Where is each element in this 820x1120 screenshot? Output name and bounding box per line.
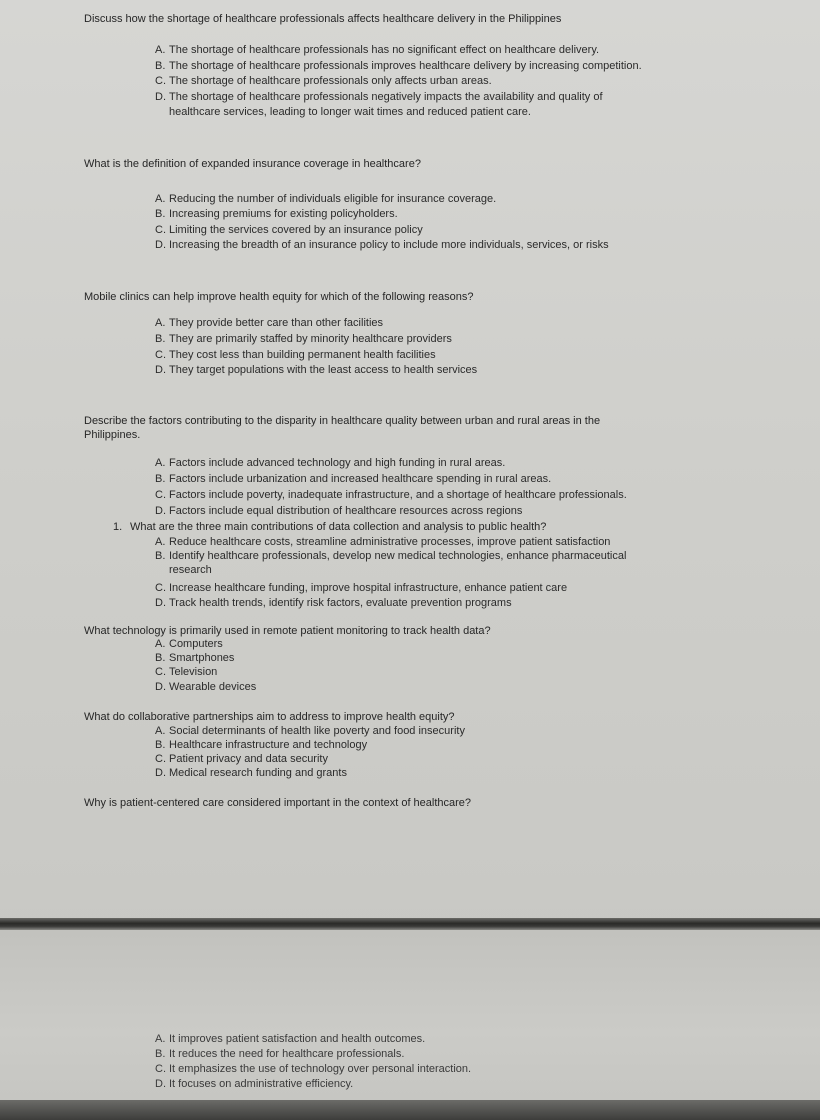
option-text: The shortage of healthcare professionals only affects urban areas.: [169, 75, 492, 87]
option-letter: A.: [155, 193, 166, 205]
option-text: It emphasizes the use of technology over personal interaction.: [169, 1063, 472, 1075]
option-letter: B.: [155, 333, 166, 345]
question-2-option-b[interactable]: [155, 207, 398, 221]
option-letter: A.: [155, 536, 166, 548]
option-letter: B.: [155, 473, 166, 485]
option-text: Computers: [169, 638, 223, 650]
question-5-option-c[interactable]: [155, 581, 567, 595]
question-2-option-d[interactable]: [155, 238, 609, 252]
question-8-option-d[interactable]: [155, 1077, 353, 1091]
question-5-option-a[interactable]: [155, 535, 610, 549]
option-letter: D.: [155, 364, 166, 376]
question-text: What are the three main contributions of data collection and analysis to public health?: [130, 521, 547, 533]
question-3-prompt: Mobile clinics can help improve health equity for which of the following reasons?: [84, 291, 474, 303]
option-text: It focuses on administrative efficiency.: [169, 1078, 354, 1090]
option-text: Reduce healthcare costs, streamline administrative processes, improve patient satisfaction: [169, 536, 611, 548]
option-letter: B.: [155, 550, 166, 562]
option-letter: D.: [155, 91, 166, 103]
question-6-option-a[interactable]: [155, 637, 223, 651]
question-7-option-b[interactable]: [155, 738, 367, 752]
option-text: Factors include advanced technology and high funding in rural areas.: [169, 457, 506, 469]
option-text: It reduces the need for healthcare professionals.: [169, 1048, 405, 1060]
option-letter: C.: [155, 224, 166, 236]
question-2-option-c[interactable]: [155, 223, 423, 237]
option-letter: A.: [155, 457, 166, 469]
option-letter: C.: [155, 1063, 166, 1075]
option-text: Factors include equal distribution of healthcare resources across regions: [169, 505, 523, 517]
option-letter: C.: [155, 582, 166, 594]
option-text: Healthcare infrastructure and technology: [169, 739, 368, 751]
option-text: Identify healthcare professionals, develop new medical technologies, enhance pharmaceutical: [169, 550, 627, 562]
option-text: Social determinants of health like poverty and food insecurity: [169, 725, 465, 737]
question-3-option-a[interactable]: [155, 316, 383, 330]
question-1-option-c[interactable]: [155, 74, 492, 88]
question-7-option-c[interactable]: [155, 752, 328, 766]
question-7-prompt: What do collaborative partnerships aim to address to improve health equity?: [84, 711, 455, 723]
question-5-option-b[interactable]: [155, 549, 626, 563]
option-text: They are primarily staffed by minority healthcare providers: [169, 333, 452, 345]
question-8-option-b[interactable]: [155, 1047, 404, 1061]
option-text: Factors include urbanization and increased healthcare spending in rural areas.: [169, 473, 552, 485]
option-text: They target populations with the least access to health services: [169, 364, 478, 376]
option-text: The shortage of healthcare professionals has no significant effect on healthcare delivery.: [169, 44, 600, 56]
option-text: It improves patient satisfaction and health outcomes.: [169, 1033, 426, 1045]
option-text: healthcare services, leading to longer wait times and reduced patient care.: [169, 106, 531, 118]
question-1-prompt: Discuss how the shortage of healthcare professionals affects healthcare delivery in the Philippines: [84, 13, 562, 25]
question-4-prompt: Describe the factors contributing to the disparity in healthcare quality between urban and rural areas in the: [84, 415, 601, 427]
option-text: Track health trends, identify risk factors, evaluate prevention programs: [169, 597, 512, 609]
option-letter: D.: [155, 767, 166, 779]
question-2-prompt: What is the definition of expanded insurance coverage in healthcare?: [84, 158, 421, 170]
question-6-option-d[interactable]: [155, 680, 256, 694]
option-text: Reducing the number of individuals eligible for insurance coverage.: [169, 193, 497, 205]
question-5-option-b-continued: [169, 563, 212, 577]
option-letter: A.: [155, 638, 166, 650]
question-7-option-d[interactable]: [155, 766, 347, 780]
option-letter: B.: [155, 1048, 166, 1060]
question-4-prompt-continued: Philippines.: [84, 429, 141, 441]
question-6-option-c[interactable]: [155, 665, 217, 679]
question-3-option-d[interactable]: [155, 363, 477, 377]
question-3-option-b[interactable]: [155, 332, 452, 346]
question-1-option-b[interactable]: [155, 59, 642, 73]
question-5-prompt: [113, 520, 546, 534]
question-4-option-a[interactable]: [155, 456, 505, 470]
question-8-option-a[interactable]: [155, 1032, 425, 1046]
question-5-option-d[interactable]: [155, 596, 512, 610]
option-letter: D.: [155, 505, 166, 517]
question-4-option-b[interactable]: [155, 472, 551, 486]
option-text: They provide better care than other facilities: [169, 317, 384, 329]
option-text: The shortage of healthcare professionals improves healthcare delivery by increasing competition.: [169, 60, 642, 72]
option-text: Limiting the services covered by an insurance policy: [169, 224, 423, 236]
option-text: Smartphones: [169, 652, 235, 664]
question-4-option-d[interactable]: [155, 504, 522, 518]
question-number: 1.: [113, 521, 123, 533]
bottom-edge-shadow: [0, 1100, 820, 1120]
option-text: Increasing premiums for existing policyholders.: [169, 208, 398, 220]
option-letter: C.: [155, 489, 166, 501]
question-1-option-d[interactable]: [155, 90, 603, 104]
option-text: Increase healthcare funding, improve hospital infrastructure, enhance patient care: [169, 582, 568, 594]
question-4-option-c[interactable]: [155, 488, 627, 502]
question-6-prompt: What technology is primarily used in remote patient monitoring to track health data?: [84, 625, 491, 637]
question-8-option-c[interactable]: [155, 1062, 471, 1076]
question-8-prompt: Why is patient-centered care considered important in the context of healthcare?: [84, 797, 472, 809]
option-text: Patient privacy and data security: [169, 753, 328, 765]
option-letter: D.: [155, 1078, 166, 1090]
question-1-option-d-continued: [169, 105, 531, 119]
option-letter: B.: [155, 60, 166, 72]
option-text: The shortage of healthcare professionals negatively impacts the availability and quality of: [169, 91, 603, 103]
option-letter: B.: [155, 652, 166, 664]
question-6-option-b[interactable]: [155, 651, 234, 665]
option-text: Television: [169, 666, 218, 678]
page-fold-shadow: [0, 918, 820, 930]
option-text: Increasing the breadth of an insurance policy to include more individuals, services, or risks: [169, 239, 609, 251]
option-letter: B.: [155, 739, 166, 751]
question-2-option-a[interactable]: [155, 192, 496, 206]
question-7-option-a[interactable]: [155, 724, 465, 738]
option-letter: C.: [155, 349, 166, 361]
question-1-option-a[interactable]: [155, 43, 599, 57]
option-letter: A.: [155, 44, 166, 56]
option-letter: D.: [155, 597, 166, 609]
question-3-option-c[interactable]: [155, 348, 436, 362]
option-text: Factors include poverty, inadequate infrastructure, and a shortage of healthcare professionals.: [169, 489, 627, 501]
option-letter: B.: [155, 208, 166, 220]
option-letter: C.: [155, 753, 166, 765]
option-letter: A.: [155, 1033, 166, 1045]
option-letter: C.: [155, 75, 166, 87]
option-letter: D.: [155, 239, 166, 251]
option-letter: A.: [155, 725, 166, 737]
option-text: Wearable devices: [169, 681, 257, 693]
option-text: research: [169, 564, 212, 576]
option-letter: A.: [155, 317, 166, 329]
option-letter: C.: [155, 666, 166, 678]
option-text: They cost less than building permanent health facilities: [169, 349, 436, 361]
option-letter: D.: [155, 681, 166, 693]
option-text: Medical research funding and grants: [169, 767, 347, 779]
